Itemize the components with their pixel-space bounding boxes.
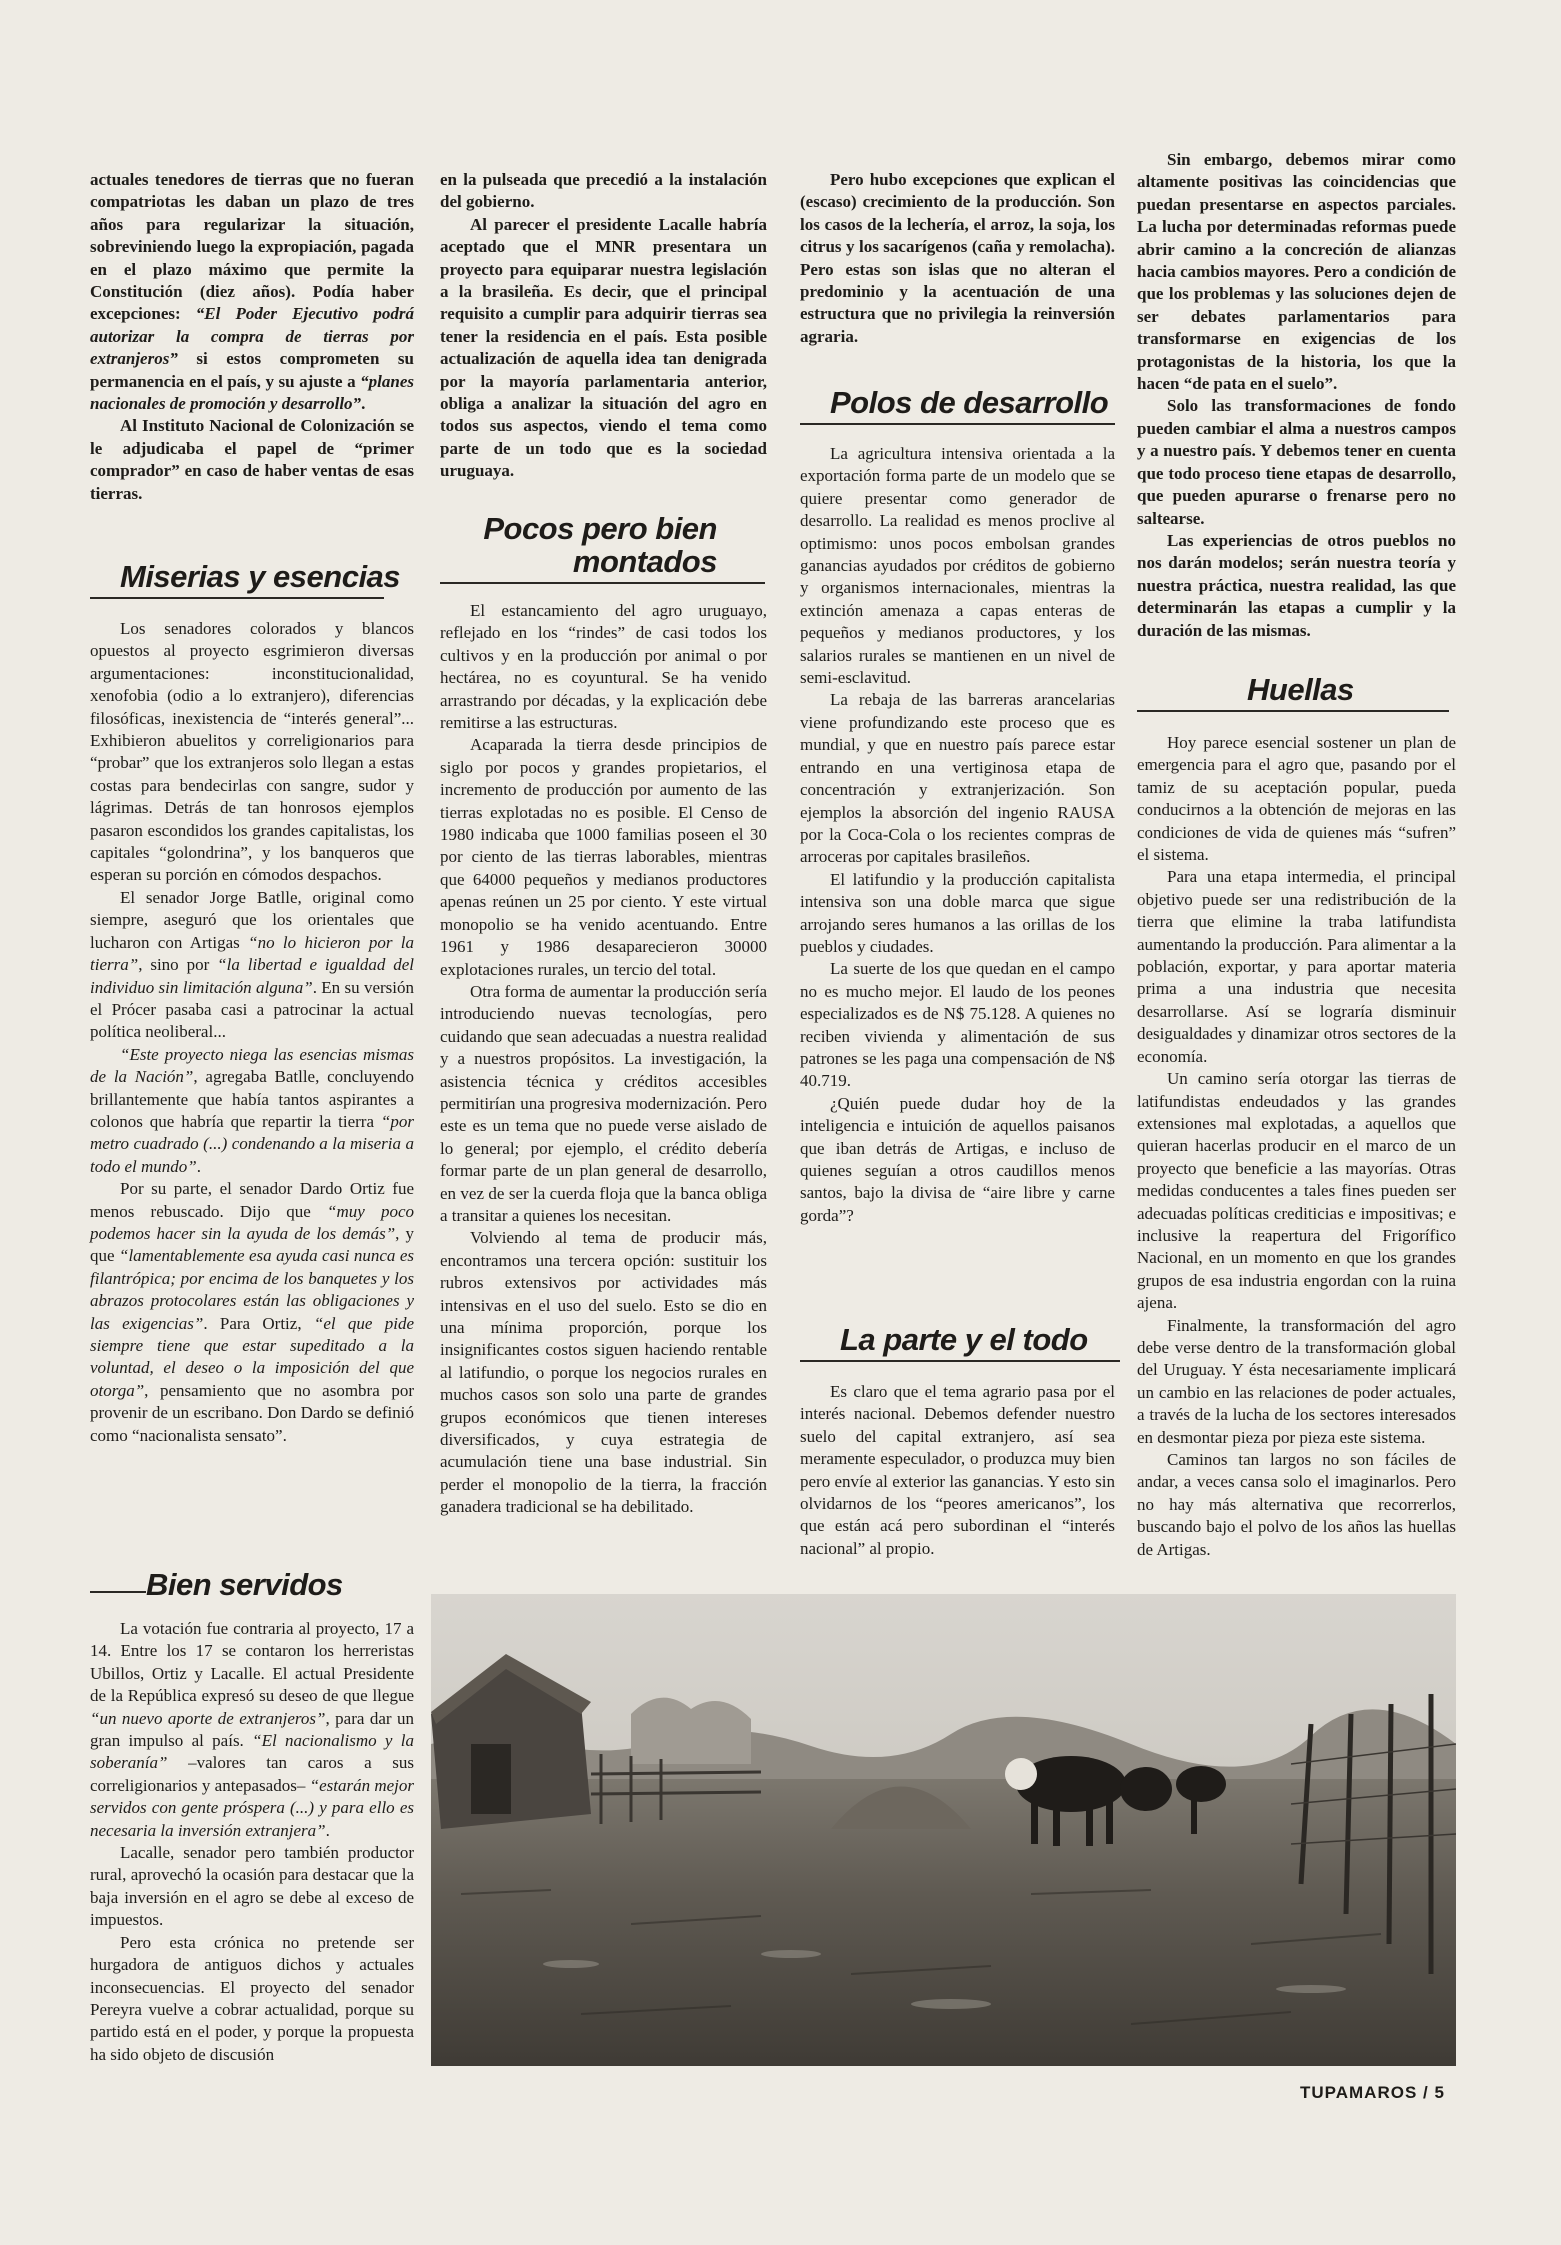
paragraph: La votación fue contraria al proyecto, 17 a 14. Entre los 17 se contaron los herreristas Ubillos, Ortiz y Lacalle. El actual Presidente de la República expresó su deseo de que llegue “un nuevo aporte de extranjeros”, para dar un gran impulso al país. “El nacionalismo y la soberanía” –valores tan caros a sus correligionarios y antepasados– “estarán mejor servidos con gente próspera (...) y para ello es necesaria la inversión extranjera”. [90, 1619, 415, 1840]
heading-la-parte-y-el-todo: La parte y el todo [840, 1323, 1120, 1356]
paragraph: La suerte de los que quedan en el campo no es mucho mejor. El laudo de los peones especializados es de N$ 75.128. A quienes no reciben vivienda y alimentación de sus patrones se les paga una compensación de N$ 40.719. [800, 959, 1115, 1091]
paragraph: Hoy parece esencial sostener un plan de emergencia para el agro que, pasando por el tamiz de su aceptación popular, pueda conducirnos a la obtención de mejoras en las condiciones de vida de quienes más “sufren” el sistema. [1137, 733, 1456, 865]
column-2 [440, 169, 767, 483]
paragraph: Al parecer el presidente Lacalle habría aceptado que el MNR presentara un proyecto para equiparar nuestra legislación a la brasileña. Es decir, que el principal requisito a cumplir para adquirir tierras sea tener la residencia en el país. Esta posible actualización de aquella idea tan denigrada por la mayoría parlamentaria anterior, obliga a analizar la situación del agro en todos sus aspectos, viendo el tema como parte de un todo que es la sociedad uruguaya. [440, 214, 767, 481]
paragraph: El senador Jorge Batlle, original como siempre, aseguró que los orientales que lucharon con Artigas “no lo hicieron por la tierra”, sino por “la libertad e igualdad del individuo sin limitación alguna”. En su versión el Prócer pasaba casi a patrocinar la actual política neoliberal... [90, 887, 414, 1042]
paragraph: La agricultura intensiva orientada a la exportación forma parte de un modelo que se quiere presentar como generador de desarrollo. La realidad es menos proclive al optimismo: unos pocos embolsan grandes ganancias ayudados por créditos de gobierno y organismos internacionales, mientras la extinción amenaza a capas enteras de pequeños y medianos productores, y los salarios rurales se mantienen en un nivel de semi-esclavitud. [800, 444, 1115, 688]
paragraph: Al Instituto Nacional de Colonización se le adjudicaba el papel de “primer comprador” en caso de haber ventas de esas tierras. [90, 416, 414, 503]
paragraph: en la pulseada que precedió a la instalación del gobierno. [440, 170, 767, 212]
heading-polos-de-desarrollo: Polos de desarrollo [830, 386, 1120, 419]
heading-huellas: Huellas [1247, 673, 1387, 706]
paragraph: Caminos tan largos no son fáciles de andar, a veces cansa solo el imaginarlos. Pero no hay más alternativa que recorrerlos, buscando bajo el polvo de los años las huellas de Artigas. [1137, 1450, 1456, 1559]
paragraph: Acaparada la tierra desde principios de siglo por pocos y grandes propietarios, el incremento de producción por aumento de las tierras explotadas no es posible. El Censo de 1980 indicaba que 1000 familias poseen el 30 por ciento de las tierras laborables, mientras que 64000 pequeños y medianos productores apenas reúnen un 25 por ciento. Y este virtual monopolio se ha venido acentuando. Entre 1961 y 1986 desaparecieron 30000 explotaciones rurales, un tercio del total. [440, 735, 767, 979]
column-1 [90, 169, 414, 505]
heading-pocos-pero-bien-montados: Pocos pero bien montados [440, 512, 717, 578]
paragraph: “Este proyecto niega las esencias mismas de la Nación”, agregaba Batlle, concluyendo brillantemente que había tantos aspirantes a colonos que habría que repartir la tierra “por metro cuadrado (...) condenando a la miseria a todo el mundo”. [90, 1044, 414, 1176]
heading-miserias-y-esencias: Miserias y esencias [120, 560, 414, 593]
column-3c [800, 1381, 1115, 1560]
column-3b [800, 443, 1115, 1227]
paragraph: Pero esta crónica no pretende ser hurgadora de antiguos dichos y actuales inconsecuencias. El proyecto del senador Pereyra vuelve a cobrar actualidad, porque su partido está en el poder, y porque la propuesta ha sido objeto de discusión [90, 1932, 414, 2064]
column-4b [1137, 732, 1456, 1561]
paragraph: Un camino sería otorgar las tierras de latifundistas endeudados y las grandes extensiones mal explotadas, a aquellos que quieran hacerlas producir en el marco de un proyecto que beneficie a las mayorías. Otras medidas conducentes a tales fines pueden ser adecuadas políticas crediticias e impositivas; e inclusive la reapertura del Frigorífico Nacional, en un momento en que los grandes grupos de esa industria engordan con la ruina ajena. [1137, 1069, 1456, 1313]
column-4 [1137, 149, 1456, 642]
paragraph: Los senadores colorados y blancos opuestos al proyecto esgrimieron diversas argumentaciones: inconstitucionalidad, xenofobia (odio a lo extranjero), diferencias filosóficas, inexistencia de “interés general”... Exhibieron abuelitos y correligionarios para “probar” que los extranjeros solo llegan a estas costas para bendecirlas con sangre, sudor y lágrimas. Detrás de tan honrosos ejemplos pasaron escondidos los grandes capitalistas, los capitales “golondrina”, y los banqueros que esperan su porción en cómodos despachos. [90, 619, 414, 885]
heading-bien-servidos: Bien servidos [146, 1568, 426, 1601]
paragraph: Lacalle, senador pero también productor rural, aprovechó la ocasión para destacar que la baja inversión en el agro se debe al exceso de impuestos. [90, 1843, 414, 1930]
column-3 [800, 169, 1115, 348]
paragraph: Las experiencias de otros pueblos no nos darán modelos; serán nuestra teoría y nuestra práctica, nuestra realidad, las que determinarán las etapas a cumplir y la duración de las mismas. [1137, 530, 1456, 640]
paragraph: Es claro que el tema agrario pasa por el interés nacional. Debemos defender nuestro suelo del capital extranjero, así sea meramente especulador, o produzca muy bien pero envíe al exterior las ganancias. Y esto sin olvidarnos de los “peores americanos”, los que están acá pero subordinan el “interés nacional” al propio. [800, 1382, 1115, 1558]
paragraph: Solo las transformaciones de fondo pueden cambiar el alma a nuestros campos y a nuestro país. Y debemos tener en cuenta que todo proceso tiene etapas de desarrollo, que pueden apurarse o frenarse pero no saltearse. [1137, 396, 1456, 528]
paragraph: actuales tenedores de tierras que no fueran compatriotas les daban un plazo de tres años para regularizar la situación, sobreviniendo luego la expropiación, pagada en el plazo máximo que permite la Constitución (diez años). Podía haber excepciones: “El Poder Ejecutivo podrá autorizar la compra de tierras por extranjeros” si estos comprometen su permanencia en el país, y su ajuste a “planes nacionales de promoción y desarrollo”. [90, 170, 415, 414]
paragraph: Para una etapa intermedia, el principal objetivo puede ser una redistribución de la tierra que elimine la traba latifundista aumentando la producción. Para alimentar a la población, exportar, y para aportar materia prima a una industria que necesita desarrollarse. Así se lograría disminuir desigualdades y dinamizar otros sectores de la economía. [1137, 867, 1456, 1066]
rural-field-photo [431, 1594, 1456, 2066]
column-1b [90, 618, 414, 1447]
paragraph: La rebaja de las barreras arancelarias viene profundizando este proceso que es mundial, y que en nuestro país parece estar entrando en una vertiginosa etapa de concentración y extranjerización. Son ejemplos la absorción del ingenio RAUSA por la Coca-Cola o los recientes compras de arroceras por capitales brasileños. [800, 690, 1115, 867]
page-footer: TUPAMAROS / 5 [1300, 2083, 1445, 2102]
paragraph: Sin embargo, debemos mirar como altamente positivas las coincidencias que puedan presentarse en aspectos parciales. La lucha por determinadas reformas puede abrir camino a la concreción de alianzas hacia cambios mayores. Pero a condición de que los problemas y las soluciones dejen de ser debates parlamentarios para transformarse en exigencias de los protagonistas de la historia, los que la hacen “de pata en el suelo”. [1137, 150, 1456, 394]
paragraph: ¿Quién puede dudar hoy de la inteligencia e intuición de aquellos paisanos que iban detrás de Artigas, e incluso de quienes seguían a otros caudillos menos santos, bajo la divisa de “aire libre y carne gorda”? [800, 1093, 1115, 1225]
paragraph: Volviendo al tema de producir más, encontramos una tercera opción: sustituir los rubros extensivos por actividades más intensivas en el uso del suelo. Esto se dio en una mínima proporción, porque los insignificantes costos siguen haciendo rentable al latifundio, o porque los negocios rurales en muchos casos son solo una parte de grandes grupos económicos que tienen intereses diversificados, y cuya estrategia de acumulación tiene una base industrial. Sin perder el monopolio de la tierra, la fracción ganadera tradicional se ha debilitado. [440, 1228, 767, 1517]
column-1c [90, 1618, 414, 2066]
paragraph: Pero hubo excepciones que explican el (escaso) crecimiento de la producción. Son los casos de la lechería, el arroz, la soja, los citrus y los sacarígenos (caña y remolacha). Pero estas son islas que no alteran el predominio y la acentuación de una estructura que no privilegia la reinversión agraria. [800, 170, 1115, 346]
paragraph: Otra forma de aumentar la producción sería introduciendo nuevas tecnologías, pero cuidando que sean adecuadas a nuestra realidad y a nuestros propósitos. La investigación, la asistencia técnica y créditos accesibles permitirían una progresiva modernización. Pero este es un tema que no puede verse aislado de lo general; por ejemplo, el crédito debería formar parte de un plan general de desarrollo, en vez de ser la cuerda floja que la banca obliga a transitar a quienes los necesitan. [440, 981, 767, 1225]
paragraph: El latifundio y la producción capitalista intensiva son una doble marca que sigue arrojando seres humanos a las orillas de los pueblos y ciudades. [800, 869, 1115, 956]
column-2b [440, 600, 767, 1519]
paragraph: El estancamiento del agro uruguayo, reflejado en los “rindes” de casi todos los cultivos y en la producción por animal o por hectárea, no es coyuntural. Se ha venido arrastrando por décadas, y la explicación debe remitirse a las estructuras. [440, 601, 767, 733]
paragraph: Finalmente, la transformación del agro debe verse dentro de la transformación global del Uruguay. Y ésta necesariamente implicará un cambio en las relaciones de poder actuales, a través de la lucha de los sectores interesados en desmontar pieza por pieza este sistema. [1137, 1315, 1456, 1447]
paragraph: Por su parte, el senador Dardo Ortiz fue menos rebuscado. Dijo que “muy poco podemos hacer sin la ayuda de los demás”, y que “lamentablemente esa ayuda casi nunca es filantrópica; por encima de los banquetes y los abrazos protocolares están las obligaciones y las exigencias”. Para Ortiz, “el que pide siempre tiene que estar supeditado a la voluntad, el deseo o la imposición del que otorga”, pensamiento que no asombra por provenir de un escribano. Don Dardo se definió como “nacionalista sensato”. [90, 1179, 415, 1445]
